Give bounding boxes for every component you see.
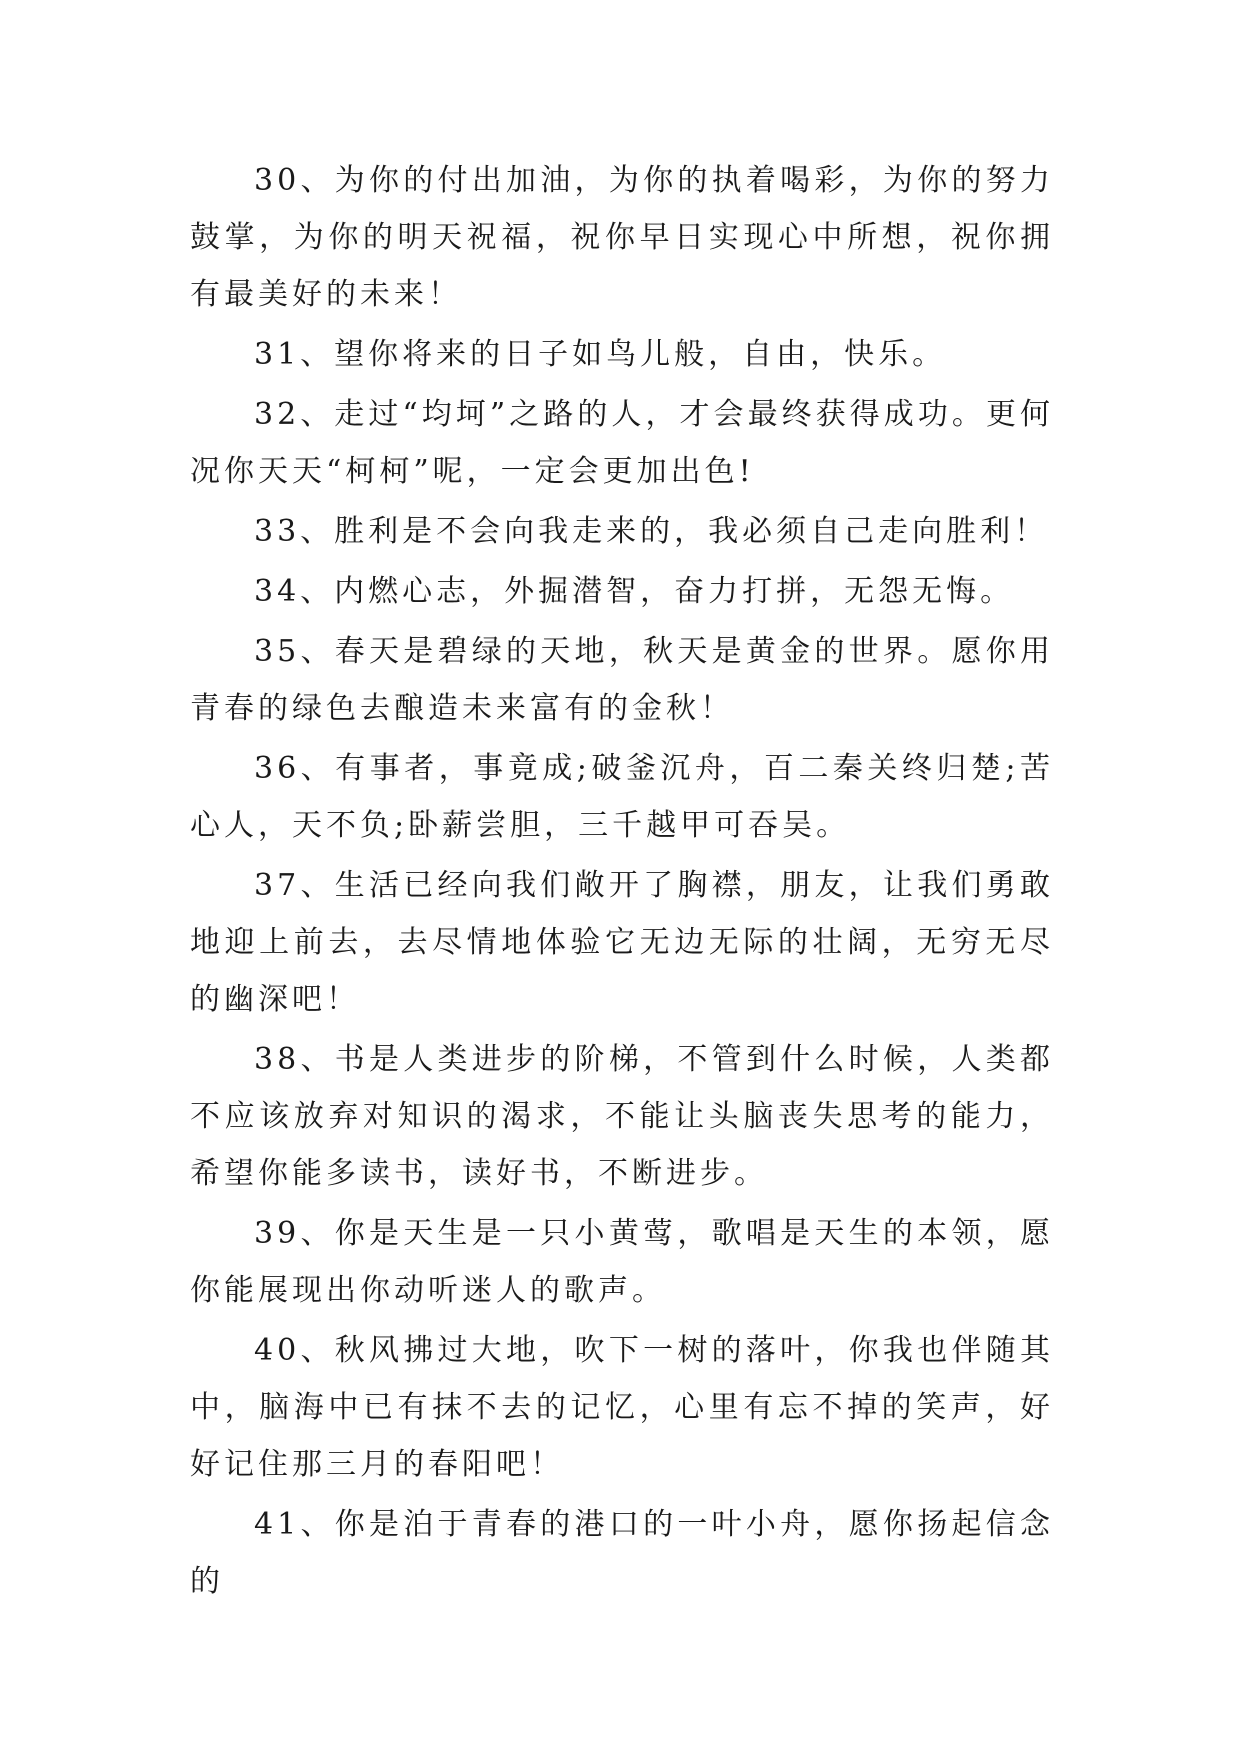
paragraph-38: 38、书是人类进步的阶梯，不管到什么时候，人类都不应该放弃对知识的渴求，不能让头脑丧失思考的能力，希望你能多读书，读好书，不断进步。 — [190, 1042, 1054, 1191]
paragraph-32: 32、走过“均坷”之路的人，才会最终获得成功。更何况你天天“柯柯”呢，一定会更加出色! — [190, 397, 1054, 489]
paragraph-33: 33、胜利是不会向我走来的，我必须自己走向胜利！ — [254, 514, 1049, 549]
paragraph-31: 31、望你将来的日子如鸟儿般，自由，快乐。 — [254, 337, 947, 372]
paragraph-41: 41、你是泊于青春的港口的一叶小舟，愿你扬起信念的 — [190, 1507, 1054, 1599]
document-body — [190, 152, 1054, 1610]
paragraph-39: 39、你是天生是一只小黄莺，歌唱是天生的本领，愿你能展现出你动听迷人的歌声。 — [190, 1216, 1054, 1308]
paragraph-35: 35、春天是碧绿的天地，秋天是黄金的世界。愿你用青春的绿色去酿造未来富有的金秋！ — [190, 634, 1054, 726]
paragraph-37: 37、生活已经向我们敞开了胸襟，朋友，让我们勇敢地迎上前去，去尽情地体验它无边无际的壮阔，无穷无尽的幽深吧！ — [190, 868, 1054, 1017]
paragraph-40: 40、秋风拂过大地，吹下一树的落叶，你我也伴随其中，脑海中已有抹不去的记忆，心里有忘不掉的笑声，好好记住那三月的春阳吧！ — [190, 1333, 1054, 1482]
paragraph-36: 36、有事者，事竟成;破釜沉舟，百二秦关终归楚;苦心人，天不负;卧薪尝胆，三千越甲可吞吴。 — [190, 751, 1054, 843]
paragraph-30: 30、为你的付出加油，为你的执着喝彩，为你的努力鼓掌，为你的明天祝福，祝你早日实现心中所想，祝你拥有最美好的未来！ — [190, 163, 1054, 312]
paragraph-34: 34、内燃心志，外掘潜智，奋力打拼，无怨无悔。 — [254, 574, 1015, 609]
